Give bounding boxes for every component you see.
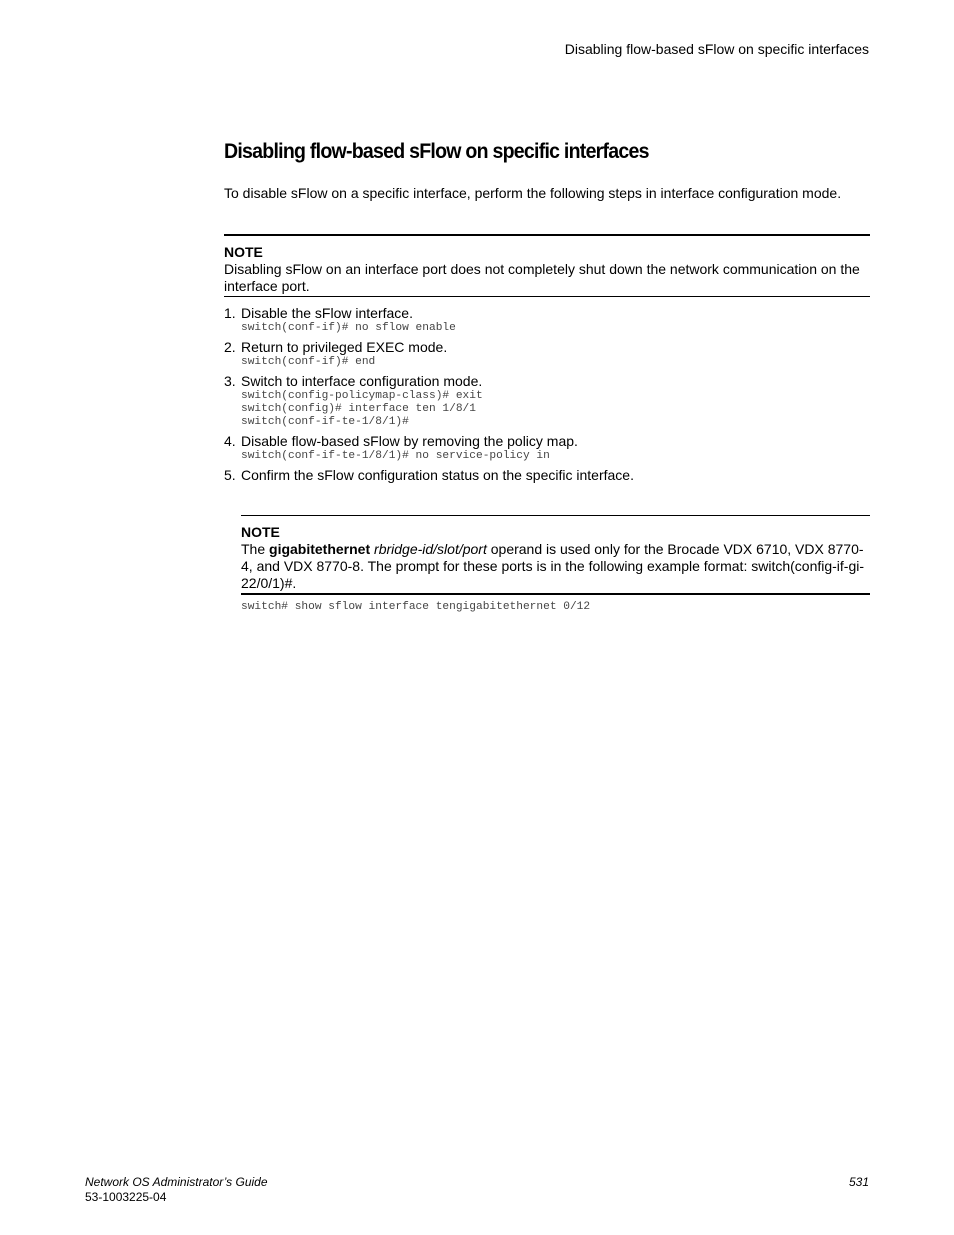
note-text <box>241 541 870 592</box>
code-example: switch(conf-if)# no sflow enable <box>241 322 456 334</box>
footer-doc-title: Network OS Administrator’s Guide <box>85 1175 268 1189</box>
code-example: switch(conf-if)# end <box>241 356 376 368</box>
command-parameter: rbridge-id/slot/port <box>374 541 487 557</box>
section-title: Disabling flow-based sFlow on specific interfaces <box>224 140 649 163</box>
footer-doc-number: 53-1003225-04 <box>85 1190 167 1204</box>
step-number: 2. <box>224 339 236 355</box>
step-number: 4. <box>224 433 236 449</box>
step-1 <box>224 305 870 335</box>
note-text-prefix: The <box>241 541 270 557</box>
running-header: Disabling flow-based sFlow on specific interfaces <box>564 41 869 57</box>
step-text: Return to privileged EXEC mode. <box>241 339 448 355</box>
step-3 <box>224 373 870 429</box>
intro-paragraph: To disable sFlow on a specific interface, perform the following steps in interface configuration mode. <box>224 185 842 201</box>
step-4 <box>224 433 870 463</box>
step-text: Switch to interface configuration mode. <box>241 373 483 389</box>
step-text: Confirm the sFlow configuration status on the specific interface. <box>241 467 634 483</box>
step-number: 1. <box>224 305 236 321</box>
step-5 <box>224 467 870 484</box>
step-number: 5. <box>224 467 236 483</box>
note-text-suffix: operand is used only for the Brocade VDX 6710, VDX 8770-4, and VDX 8770-8. The prompt for these ports is in the following example format: switch(config-if-gi-22/0/1)#. <box>241 541 865 591</box>
note-label: NOTE <box>241 524 280 540</box>
step-text: Disable flow-based sFlow by removing the policy map. <box>241 433 578 449</box>
step-text: Disable the sFlow interface. <box>241 305 413 321</box>
note-box <box>224 234 870 297</box>
code-example-show-sflow: switch# show sflow interface tengigabitethernet 0/12 <box>241 601 591 613</box>
note-text: Disabling sFlow on an interface port does not completely shut down the network communication on the interface port. <box>224 261 860 294</box>
footer-doc-info <box>85 1175 268 1205</box>
note-box-nested <box>241 515 870 595</box>
step-2 <box>224 339 870 369</box>
procedure-steps <box>224 305 870 488</box>
command-keyword: gigabitethernet <box>269 541 371 557</box>
note-label: NOTE <box>224 244 263 260</box>
step-number: 3. <box>224 373 236 389</box>
code-example: switch(conf-if-te-1/8/1)# no service-policy in <box>241 450 550 462</box>
footer-page-number: 531 <box>848 1175 869 1189</box>
code-example: switch(config-policymap-class)# exit switch(config)# interface ten 1/8/1 switch(conf-if-te-1/8/1)# <box>241 390 483 428</box>
